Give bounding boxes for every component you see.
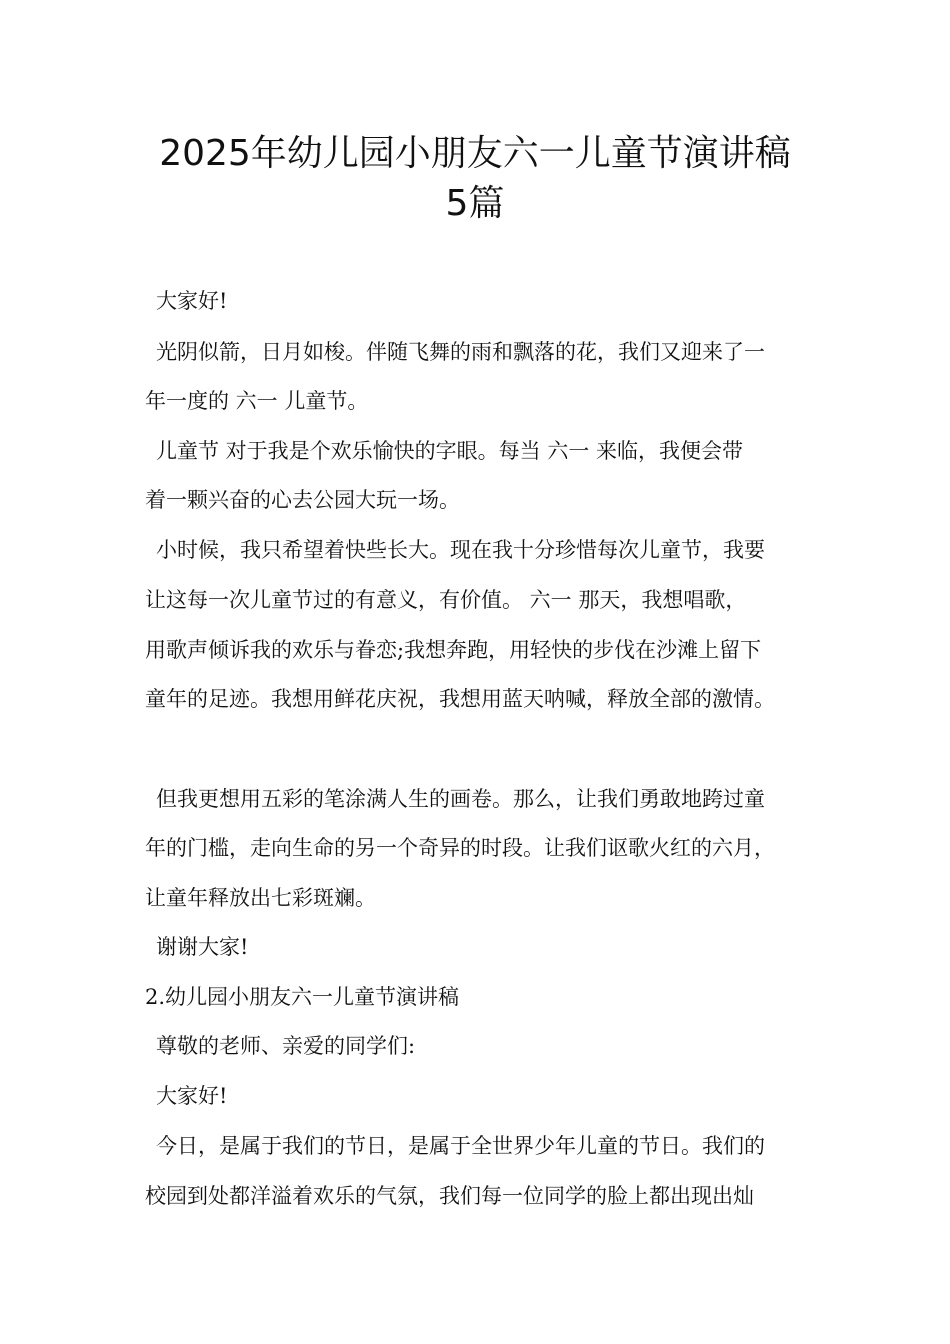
paragraph-line: 光阴似箭，日月如梭。伴随飞舞的雨和飘落的花，我们又迎来了一 bbox=[156, 340, 765, 364]
paragraph-salutation: 尊敬的老师、亲爱的同学们: bbox=[156, 1034, 416, 1058]
paragraph-line: 让童年释放出七彩斑斓。 bbox=[145, 886, 376, 910]
section-heading: 2.幼儿园小朋友六一儿童节演讲稿 bbox=[145, 985, 460, 1009]
paragraph-thanks: 谢谢大家! bbox=[156, 935, 249, 959]
paragraph-line: 校园到处都洋溢着欢乐的气氛，我们每一位同学的脸上都出现出灿 bbox=[145, 1184, 754, 1208]
paragraph-line: 用歌声倾诉我的欢乐与眷恋;我想奔跑，用轻快的步伐在沙滩上留下 bbox=[145, 638, 762, 662]
paragraph-line: 童年的足迹。我想用鲜花庆祝，我想用蓝天呐喊，释放全部的激情。 bbox=[145, 687, 775, 711]
paragraph-greeting: 大家好! bbox=[156, 289, 228, 313]
paragraph-line: 今日，是属于我们的节日，是属于全世界少年儿童的节日。我们的 bbox=[156, 1134, 765, 1158]
document-title-line-2: 5篇 bbox=[445, 183, 505, 224]
paragraph-line: 着一颗兴奋的心去公园大玩一场。 bbox=[145, 488, 460, 512]
paragraph-line: 让这每一次儿童节过的有意义，有价值。 六一 那天，我想唱歌， bbox=[145, 588, 747, 612]
paragraph-line: 年一度的 六一 儿童节。 bbox=[145, 389, 369, 413]
paragraph-line: 小时候，我只希望着快些长大。现在我十分珍惜每次儿童节，我要 bbox=[156, 538, 765, 562]
paragraph-line: 年的门槛，走向生命的另一个奇异的时段。让我们讴歌火红的六月， bbox=[145, 836, 775, 860]
paragraph-greeting: 大家好! bbox=[156, 1084, 228, 1108]
document-title-line-1: 2025年幼儿园小朋友六一儿童节演讲稿 bbox=[159, 133, 791, 174]
paragraph-line: 但我更想用五彩的笔涂满人生的画卷。那么，让我们勇敢地跨过童 bbox=[156, 787, 765, 811]
paragraph-line: 儿童节 对于我是个欢乐愉快的字眼。每当 六一 来临，我便会带 bbox=[156, 439, 744, 463]
